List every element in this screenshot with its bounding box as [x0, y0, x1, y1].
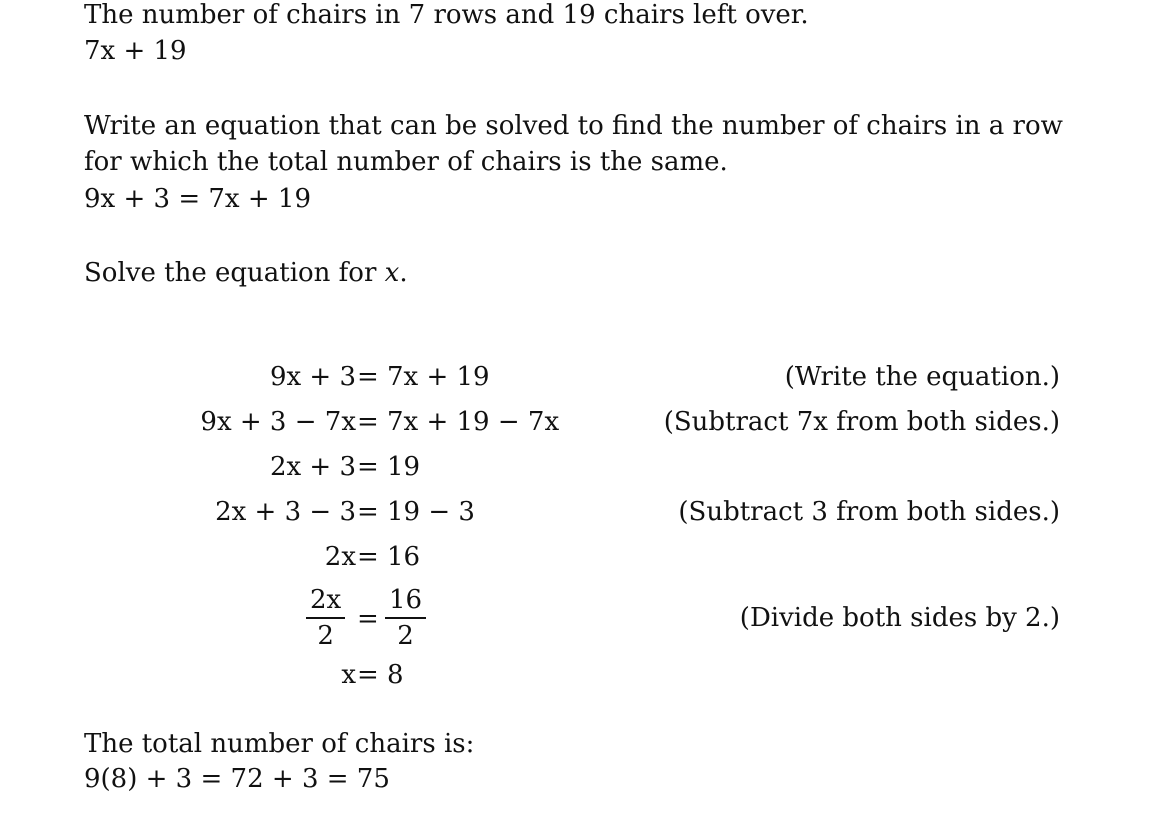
step5-rhs: 16 [387, 542, 421, 572]
step6-rhs-fraction-bar [385, 617, 426, 619]
step7-equals: = [357, 660, 379, 690]
step4-note: (Subtract 3 from both sides.) [678, 497, 1060, 527]
step4-rhs: 19 − 3 [387, 497, 475, 527]
step1-note: (Write the equation.) [784, 362, 1060, 392]
step6-lhs-denominator: 2 [317, 621, 334, 651]
step6-lhs-numerator: 2x [310, 585, 342, 615]
step3-equals: = [357, 452, 379, 482]
step3-lhs: 2x + 3 [269, 452, 356, 482]
step5-lhs: 2x [324, 542, 356, 572]
step6-equals: = [357, 604, 379, 634]
step7-lhs: x [341, 660, 356, 690]
step3-rhs: 19 [387, 452, 421, 482]
prompt-text-line1: Write an equation that can be solved to find the number of chairs in a row [84, 111, 1063, 141]
step4-lhs: 2x + 3 − 3 [215, 497, 356, 527]
solve-label-variable: x [384, 258, 400, 288]
step2-note: (Subtract 7x from both sides.) [663, 407, 1060, 437]
solve-label-period: . [399, 258, 408, 288]
solve-label-text: Solve the equation for [84, 258, 385, 288]
step2-equals: = [357, 407, 379, 437]
step6-rhs-fraction [385, 584, 426, 652]
step2-lhs: 9x + 3 − 7x [200, 407, 356, 437]
step1-lhs: 9x + 3 [269, 362, 356, 392]
step6-rhs-numerator: 16 [389, 585, 423, 615]
result-label: The total number of chairs is: [84, 729, 475, 759]
step1-equals: = [357, 362, 379, 392]
result-equation: 9(8) + 3 = 72 + 3 = 75 [84, 764, 390, 794]
prompt-equation: 9x + 3 = 7x + 19 [84, 184, 311, 214]
intro-expression: 7x + 19 [84, 36, 187, 66]
step6-lhs-fraction [306, 584, 345, 652]
step4-equals: = [357, 497, 379, 527]
step2-rhs: 7x + 19 − 7x [387, 407, 560, 437]
prompt-text-line2: for which the total number of chairs is the same. [84, 147, 728, 177]
step5-equals: = [357, 542, 379, 572]
step6-lhs-fraction-bar [306, 617, 345, 619]
step7-rhs: 8 [387, 660, 404, 690]
step6-rhs-denominator: 2 [397, 621, 414, 651]
intro-text: The number of chairs in 7 rows and 19 chairs left over. [84, 0, 809, 30]
step1-rhs: 7x + 19 [387, 362, 490, 392]
step6-note: (Divide both sides by 2.) [739, 603, 1060, 633]
solve-label [84, 256, 408, 290]
